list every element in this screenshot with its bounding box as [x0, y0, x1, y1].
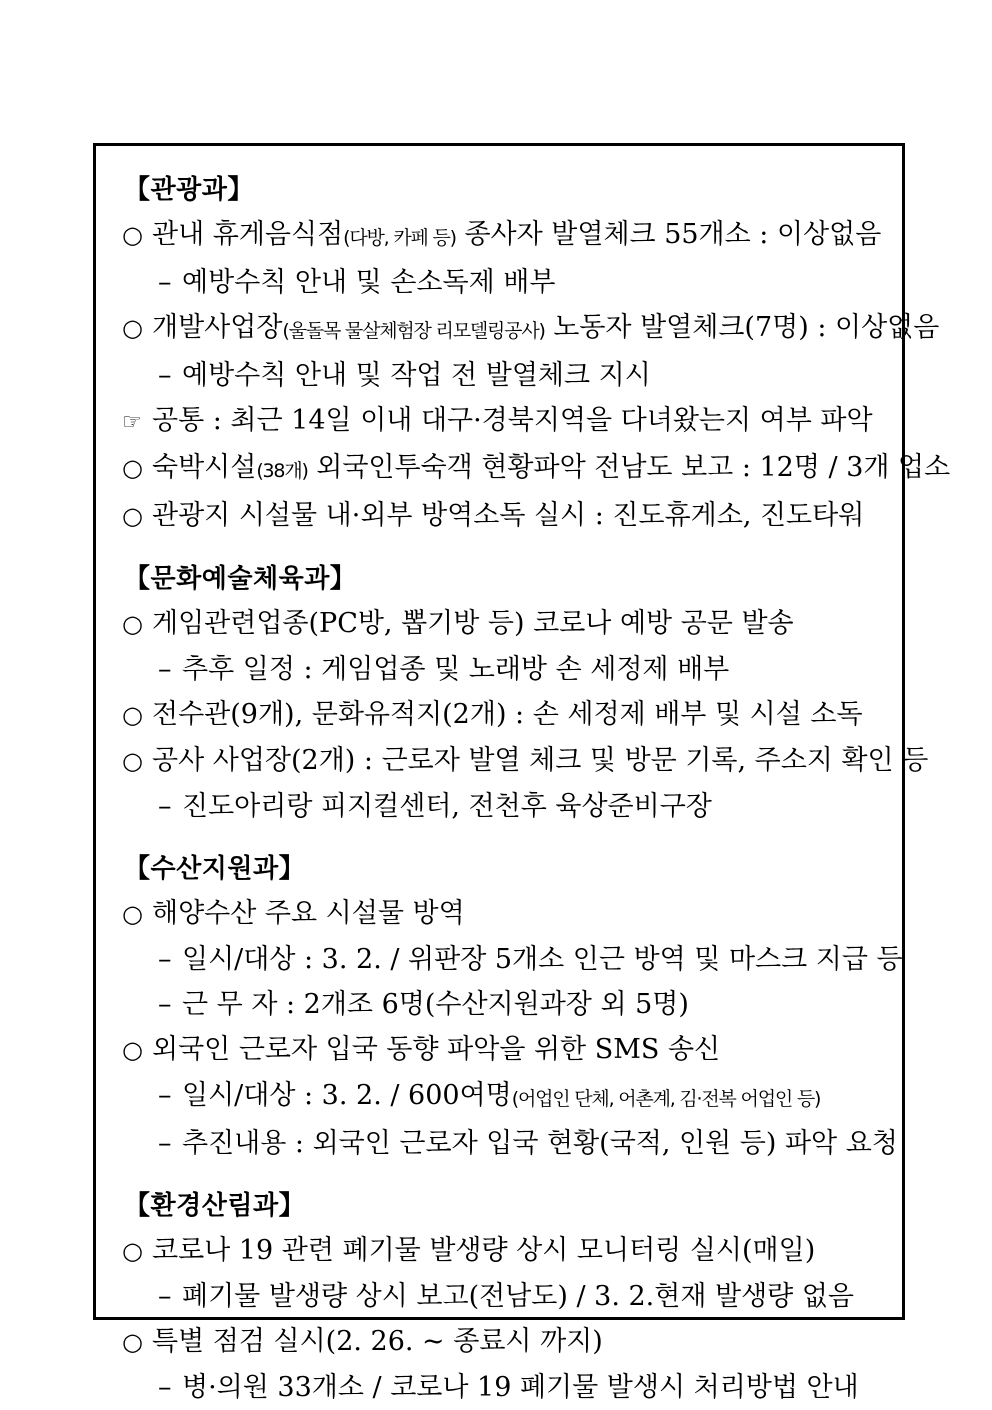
section-heading: 【환경산림과】 [124, 1191, 306, 1221]
sub-bullet-line [110, 1073, 888, 1121]
bullet-line [110, 445, 951, 493]
annotation-text: (38개) [256, 460, 308, 482]
line-text [152, 738, 928, 783]
body-text: 병·의원 33개소 / 코로나 19 폐기물 발생시 처리방법 안내 [182, 1372, 859, 1403]
sub-bullet-line [110, 260, 888, 305]
annotation-text: (울돌목 물살체험장 리모델링공사) [282, 320, 545, 342]
body-text: 해양수산 주요 시설물 방역 [152, 898, 465, 929]
section-heading: 【수산지원과】 [124, 854, 306, 884]
circle-bullet-icon: ○ [122, 1237, 143, 1265]
body-text: 예방수칙 안내 및 작업 전 발열체크 지시 [182, 360, 651, 391]
line-text [182, 1121, 898, 1166]
body-text: 외국인 근로자 입국 동향 파악을 위한 SMS 송신 [152, 1034, 721, 1065]
circle-bullet-icon: ○ [122, 1036, 143, 1064]
line-text [182, 982, 689, 1027]
section-heading: 【문화예술체육과】 [124, 564, 357, 594]
dash-bullet-icon: – [158, 267, 172, 298]
circle-bullet-icon: ○ [122, 502, 143, 530]
bullet-line [110, 1228, 888, 1274]
annotation-text: (다방, 카페 등) [343, 227, 456, 249]
sub-bullet-line [110, 982, 888, 1027]
line-text [152, 1228, 815, 1273]
body-text: 공통 : 최근 14일 이내 대구·경북지역을 다녀왔는지 여부 파악 [152, 405, 873, 436]
body-text: 근 무 자 : 2개조 6명(수산지원과장 외 5명) [182, 989, 689, 1020]
sub-bullet-line [110, 937, 903, 982]
sub-bullet-line [110, 647, 888, 692]
dash-bullet-icon: – [158, 1372, 172, 1403]
body-text: 전수관(9개), 문화유적지(2개) : 손 세정제 배부 및 시설 소독 [152, 699, 863, 730]
document-content [96, 146, 951, 1410]
body-text: 일시/대상 : 3. 2. / 600여명 [182, 1080, 512, 1111]
sub-bullet-line [110, 353, 888, 398]
body-text: 게임관련업종(PC방, 뽑기방 등) 코로나 예방 공문 발송 [152, 608, 794, 639]
line-text [182, 1274, 854, 1319]
sub-bullet-line [110, 784, 888, 829]
bullet-line [110, 692, 888, 738]
dash-bullet-icon: – [158, 944, 172, 975]
line-text [152, 493, 864, 538]
sub-bullet-line [110, 1365, 888, 1410]
pointing-hand-bullet-icon: ☞ [122, 410, 142, 435]
body-text: 공사 사업장(2개) : 근로자 발열 체크 및 방문 기록, 주소지 확인 등 [152, 745, 929, 776]
line-text [182, 784, 712, 829]
line-text [182, 937, 903, 982]
sub-bullet-line [110, 1121, 898, 1166]
circle-bullet-icon: ○ [122, 900, 143, 928]
line-text [152, 891, 465, 936]
section-heading: 【관광과】 [124, 175, 254, 205]
bullet-line [110, 1319, 888, 1365]
dash-bullet-icon: – [158, 1281, 172, 1312]
body-text: 관내 휴게음식점 [152, 219, 344, 250]
circle-bullet-icon: ○ [122, 314, 143, 342]
document-section [110, 168, 951, 539]
circle-bullet-icon: ○ [122, 454, 143, 482]
body-text: 숙박시설 [152, 452, 257, 483]
bullet-line [110, 493, 888, 539]
bullet-line [110, 891, 888, 937]
body-text: 특별 점검 실시(2. 26. ~ 종료시 까지) [152, 1326, 603, 1357]
body-text: 개발사업장 [152, 312, 283, 343]
line-text [182, 260, 555, 305]
circle-bullet-icon: ○ [122, 747, 143, 775]
line-text [152, 1319, 603, 1364]
document-section [110, 1184, 888, 1410]
body-text: 관광지 시설물 내·외부 방역소독 실시 : 진도휴게소, 진도타워 [152, 500, 865, 531]
dash-bullet-icon: – [158, 360, 172, 391]
sub-bullet-line [110, 1274, 888, 1319]
line-text [152, 305, 939, 353]
body-text: 일시/대상 : 3. 2. / 위판장 5개소 인근 방역 및 마스크 지급 등 [182, 944, 903, 975]
line-text [182, 1365, 859, 1410]
line-text [152, 601, 794, 646]
dash-bullet-icon: – [158, 1128, 172, 1159]
document-page [93, 143, 951, 1403]
bullet-line [110, 212, 888, 260]
body-text: 코로나 19 관련 폐기물 발생량 상시 모니터링 실시(매일) [152, 1235, 816, 1266]
line-text [152, 445, 950, 493]
dash-bullet-icon: – [158, 654, 172, 685]
line-text [152, 398, 873, 443]
dash-bullet-icon: – [158, 1080, 172, 1111]
circle-bullet-icon: ○ [122, 221, 143, 249]
line-text [152, 212, 881, 260]
line-text [152, 1027, 720, 1072]
body-text: 예방수칙 안내 및 손소독제 배부 [182, 267, 556, 298]
body-text: 종사자 발열체크 55개소 : 이상없음 [455, 219, 882, 250]
circle-bullet-icon: ○ [122, 610, 143, 638]
dash-bullet-icon: – [158, 989, 172, 1020]
line-text [152, 692, 863, 737]
body-text: 노동자 발열체크(7명) : 이상없음 [544, 312, 940, 343]
bullet-line [110, 398, 888, 445]
bullet-line [110, 738, 929, 784]
document-section [110, 847, 903, 1166]
body-text: 추진내용 : 외국인 근로자 입국 현황(국적, 인원 등) 파악 요청 [182, 1128, 898, 1159]
circle-bullet-icon: ○ [122, 1328, 143, 1356]
body-text: 추후 일정 : 게임업종 및 노래방 손 세정제 배부 [182, 654, 730, 685]
bullet-line [110, 1027, 888, 1073]
line-text [182, 1073, 820, 1121]
dash-bullet-icon: – [158, 791, 172, 822]
body-text: 폐기물 발생량 상시 보고(전남도) / 3. 2.현재 발생량 없음 [182, 1281, 854, 1312]
line-text [182, 353, 651, 398]
line-text [182, 647, 729, 692]
body-text: 외국인투숙객 현황파악 전남도 보고 : 12명 / 3개 업소 [307, 452, 951, 483]
body-text: 진도아리랑 피지컬센터, 전천후 육상준비구장 [182, 791, 712, 822]
document-section [110, 557, 929, 829]
annotation-text: (어업인 단체, 어촌계, 김·전복 어업인 등) [511, 1088, 821, 1110]
bullet-line [110, 601, 888, 647]
bullet-line [110, 305, 940, 353]
circle-bullet-icon: ○ [122, 701, 143, 729]
